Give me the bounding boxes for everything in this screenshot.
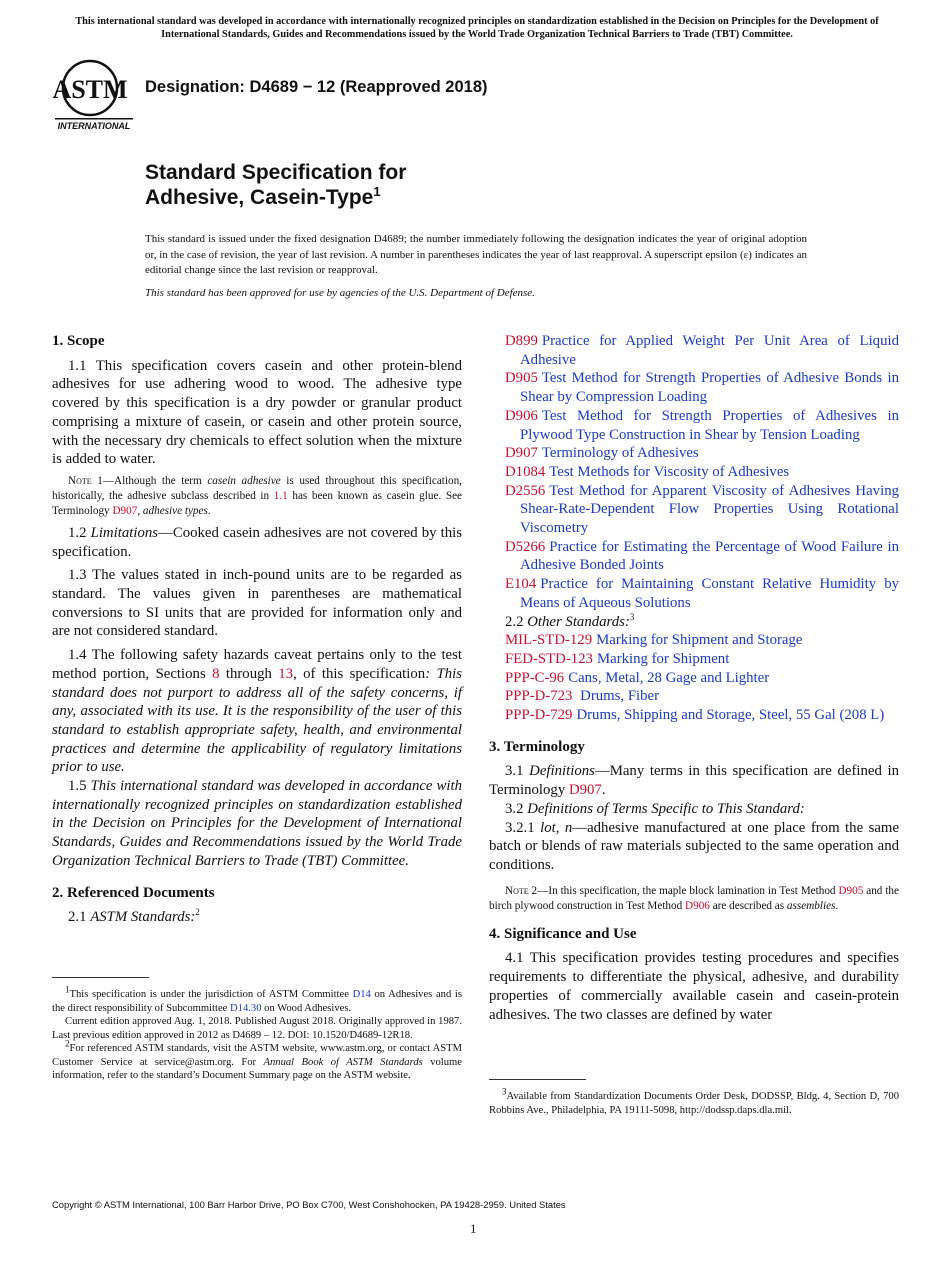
footnote-ref-2[interactable]: 2 <box>195 907 200 918</box>
other-standard-code-link[interactable]: PPP-D-723 <box>505 688 573 705</box>
astm-reference-title-link[interactable]: Practice for Estimating the Percentage of Wood Failure in Adhesive Bonded Joints <box>520 538 899 574</box>
other-standard-code-link[interactable]: MIL-STD-129 <box>505 632 593 649</box>
para-1-3: 1.3 The values stated in inch-pound units are to be regarded as standard. The values given in parentheses are mathematical conversions to SI units that are provided for information only and are not considered standard. <box>52 567 462 640</box>
astm-reference-code-link[interactable]: D907 <box>505 445 538 462</box>
para-3-2-1: 3.2.1 lot, n—adhesive manufactured at one place from the same batch or blends of raw materials subjected to the same operation and conditions. <box>489 819 900 873</box>
note-1: Note 1—Although the term casein adhesive is used throughout this specification, historically, the adhesive subclass described in 1.1 has been known as casein glue. See Terminology D907, adhesive types. <box>52 474 462 517</box>
footnote-rule-right <box>489 1079 586 1080</box>
para-1-4: 1.4 The following safety hazards caveat pertains only to the test method portion, Sections 8 through 13, of this specification: This standard does not purport to address all of the safety concerns, if any, associated with its use. It is the responsibility of the user of this standard to establish appropriate safety, health, and environmental practices and determine the applicability of regulatory limitations prior to use. <box>52 647 462 776</box>
other-standard-title-link[interactable]: Drums, Shipping and Storage, Steel, 55 Gal (208 L) <box>576 707 885 724</box>
astm-reference-list <box>489 332 899 613</box>
other-standard-item <box>489 631 899 650</box>
astm-reference-title-link[interactable]: Test Method for Strength Properties of Adhesive Bonds in Shear by Compression Loading <box>520 370 899 406</box>
section-2-heading: 2. Referenced Documents <box>52 884 215 901</box>
link-d906[interactable]: D906 <box>685 899 710 912</box>
astm-logo <box>53 58 135 132</box>
title-line-2: Adhesive, Casein-Type <box>145 186 374 209</box>
document-title <box>145 160 406 210</box>
other-standard-code-link[interactable]: PPP-D-729 <box>505 707 573 724</box>
other-standard-item <box>489 669 899 688</box>
astm-reference-title-link[interactable]: Test Method for Apparent Viscosity of Adhesives Having Shear-Rate-Dependent Flow Properties Using Rotational Viscometry <box>520 482 899 537</box>
astm-reference-item <box>489 369 899 406</box>
footnotes-left <box>52 984 462 1083</box>
link-section-8[interactable]: 8 <box>212 665 220 682</box>
other-standard-item <box>489 650 899 669</box>
copyright: Copyright © ASTM International, 100 Barr Harbor Drive, PO Box C700, West Conshohocken, PA 19428-2959. United States <box>52 1199 566 1210</box>
link-d14[interactable]: D14 <box>352 989 371 1000</box>
astm-reference-code-link[interactable]: D905 <box>505 370 538 387</box>
page-number: 1 <box>470 1221 477 1236</box>
other-standard-code-link[interactable]: PPP-C-96 <box>505 669 565 686</box>
other-standard-item <box>489 706 899 725</box>
astm-reference-title-link[interactable]: Practice for Maintaining Constant Relative Humidity by Means of Aqueous Solutions <box>520 576 899 611</box>
section-3-heading: 3. Terminology <box>489 738 585 755</box>
footnote-1: $^1$This specification is under the jurisdiction of ASTM Committee D14 on Adhesives and is the direct responsibility of Subcommittee D14.30 on Wood Adhesives. <box>52 984 462 1014</box>
other-standard-title-link[interactable]: Marking for Shipment and Storage <box>596 632 803 649</box>
astm-reference-code-link[interactable]: D899 <box>505 333 538 349</box>
link-d907-terminology[interactable]: D907 <box>568 782 602 799</box>
section-1-heading: 1. Scope <box>52 333 105 349</box>
astm-reference-item <box>489 407 899 444</box>
astm-reference-code-link[interactable]: E104 <box>505 576 537 593</box>
left-column <box>52 332 462 927</box>
title-line-1: Standard Specification for <box>145 161 407 184</box>
astm-reference-item <box>489 538 899 575</box>
para-3-2: 3.2 Definitions of Terms Specific to This Standard: <box>505 800 805 817</box>
astm-reference-code-link[interactable]: D2556 <box>505 482 546 499</box>
link-d14-30[interactable]: D14.30 <box>230 1002 262 1014</box>
astm-reference-code-link[interactable]: D1084 <box>505 463 546 480</box>
astm-reference-item <box>489 482 899 538</box>
footnote-2: $^2$For referenced ASTM standards, visit the ASTM website, www.astm.org, or contact ASTM Customer Service at service@astm.org. For Annual Book of ASTM Standards volume information, refer to the standard’s Document Summary page on the ASTM website. <box>52 1038 462 1081</box>
para-1-1: 1.1 This specification covers casein and other protein-blend adhesives for use adhering wood to wood. The adhesive type covered by this specification is a dry powder or granular product comprising a mixture of casein, or casein and other protein source, with the necessary dry chemicals to effect solution when the mixture is added to water. <box>52 357 462 468</box>
footnote-1-edition: Current edition approved Aug. 1, 2018. Published August 2018. Originally approved in 1987. Last previous edition approved in 2012 as D4689 – 12. DOI: 10.1520/D4689-12R18. <box>52 1016 462 1041</box>
para-4-1: 4.1 This specification provides testing procedures and specifies requirements to differentiate the physical, adhesive, and durability properties of commercially available casein and casein-protein adhesives. The two classes are defined by water <box>489 950 899 1023</box>
astm-reference-item <box>489 463 899 482</box>
astm-reference-title-link[interactable]: Test Methods for Viscosity of Adhesives <box>549 463 790 480</box>
other-standard-title-link[interactable]: Marking for Shipment <box>596 650 730 667</box>
other-standard-item <box>489 687 899 706</box>
astm-reference-code-link[interactable]: D906 <box>505 407 538 424</box>
other-standard-code-link[interactable]: FED-STD-123 <box>505 650 593 667</box>
link-section-13[interactable]: 13 <box>278 665 294 682</box>
intro-paragraph: This standard is issued under the fixed designation D4689; the number immediately following the designation indicates the year of original adoption or, in the case of revision, the year of last revision. A number in parentheses indicates the year of last reapproval. A superscript epsilon (ε) indicates an editorial change since the last revision or reapproval. <box>145 233 807 277</box>
astm-reference-item <box>489 444 899 463</box>
astm-reference-title-link[interactable]: Terminology of Adhesives <box>541 445 699 462</box>
astm-reference-item <box>489 575 899 612</box>
right-column <box>489 332 899 1024</box>
note-2: Note 2—In this specification, the maple block lamination in Test Method D905 and the birch plywood construction in Test Method D906 are described as assemblies. <box>489 884 899 912</box>
designation: Designation: D4689 − 12 (Reapproved 2018) <box>145 78 488 96</box>
para-3-1: 3.1 Definitions—Many terms in this specification are defined in Terminology D907. <box>489 763 899 799</box>
para-2-1: 2.1 ASTM Standards:$^2$ <box>68 907 200 926</box>
wto-notice: This international standard was developed in accordance with internationally recognized principles on standardization established in the Decision on Principles for the Development of International Standards, Guides and Recommendations issued by the World Trade Organization Technical Barriers to Trade (TBT) Committee. <box>75 16 879 40</box>
other-standards-list <box>489 631 899 725</box>
para-2-2: 2.2 Other Standards:$^3$ <box>505 611 635 630</box>
defense-statement: This standard has been approved for use by agencies of the U.S. Department of Defense. <box>145 287 535 299</box>
link-1-1[interactable]: 1.1 <box>273 489 288 502</box>
other-standard-title-link[interactable]: Drums, Fiber <box>576 688 660 705</box>
astm-reference-item <box>489 332 899 369</box>
astm-reference-code-link[interactable]: D5266 <box>505 538 546 555</box>
astm-reference-title-link[interactable]: Test Method for Strength Properties of Adhesives in Plywood Type Construction in Shear by Tension Loading <box>520 407 899 443</box>
para-1-5: 1.5 This international standard was developed in accordance with internationally recognized principles on standardization established in the Decision on Principles for the Development of International Standards, Guides and Recommendations issued by the World Trade Organization Technical Barriers to Trade (TBT) Committee. <box>52 778 462 869</box>
logo-letters: ASTM <box>53 75 128 104</box>
section-4-heading: 4. Significance and Use <box>489 925 637 942</box>
title-footnote-ref[interactable]: 1 <box>373 184 381 199</box>
footnote-3: $^3$Available from Standardization Documents Order Desk, DODSSP, Bldg. 4, Section D, 700 Robbins Ave., Philadelphia, PA 19111-5098, http://dodssp.daps.dla.mil. <box>489 1086 899 1116</box>
para-1-2: 1.2 Limitations—Cooked casein adhesives are not covered by this specification. <box>52 524 462 560</box>
astm-reference-title-link[interactable]: Practice for Applied Weight Per Unit Area of Liquid Adhesive <box>520 333 899 368</box>
link-d907[interactable]: D907 <box>112 504 138 517</box>
other-standard-title-link[interactable]: Cans, Metal, 28 Gage and Lighter <box>568 669 770 686</box>
logo-sub: INTERNATIONAL <box>57 121 131 131</box>
link-d905[interactable]: D905 <box>838 884 864 897</box>
footnote-rule-left <box>52 977 149 978</box>
